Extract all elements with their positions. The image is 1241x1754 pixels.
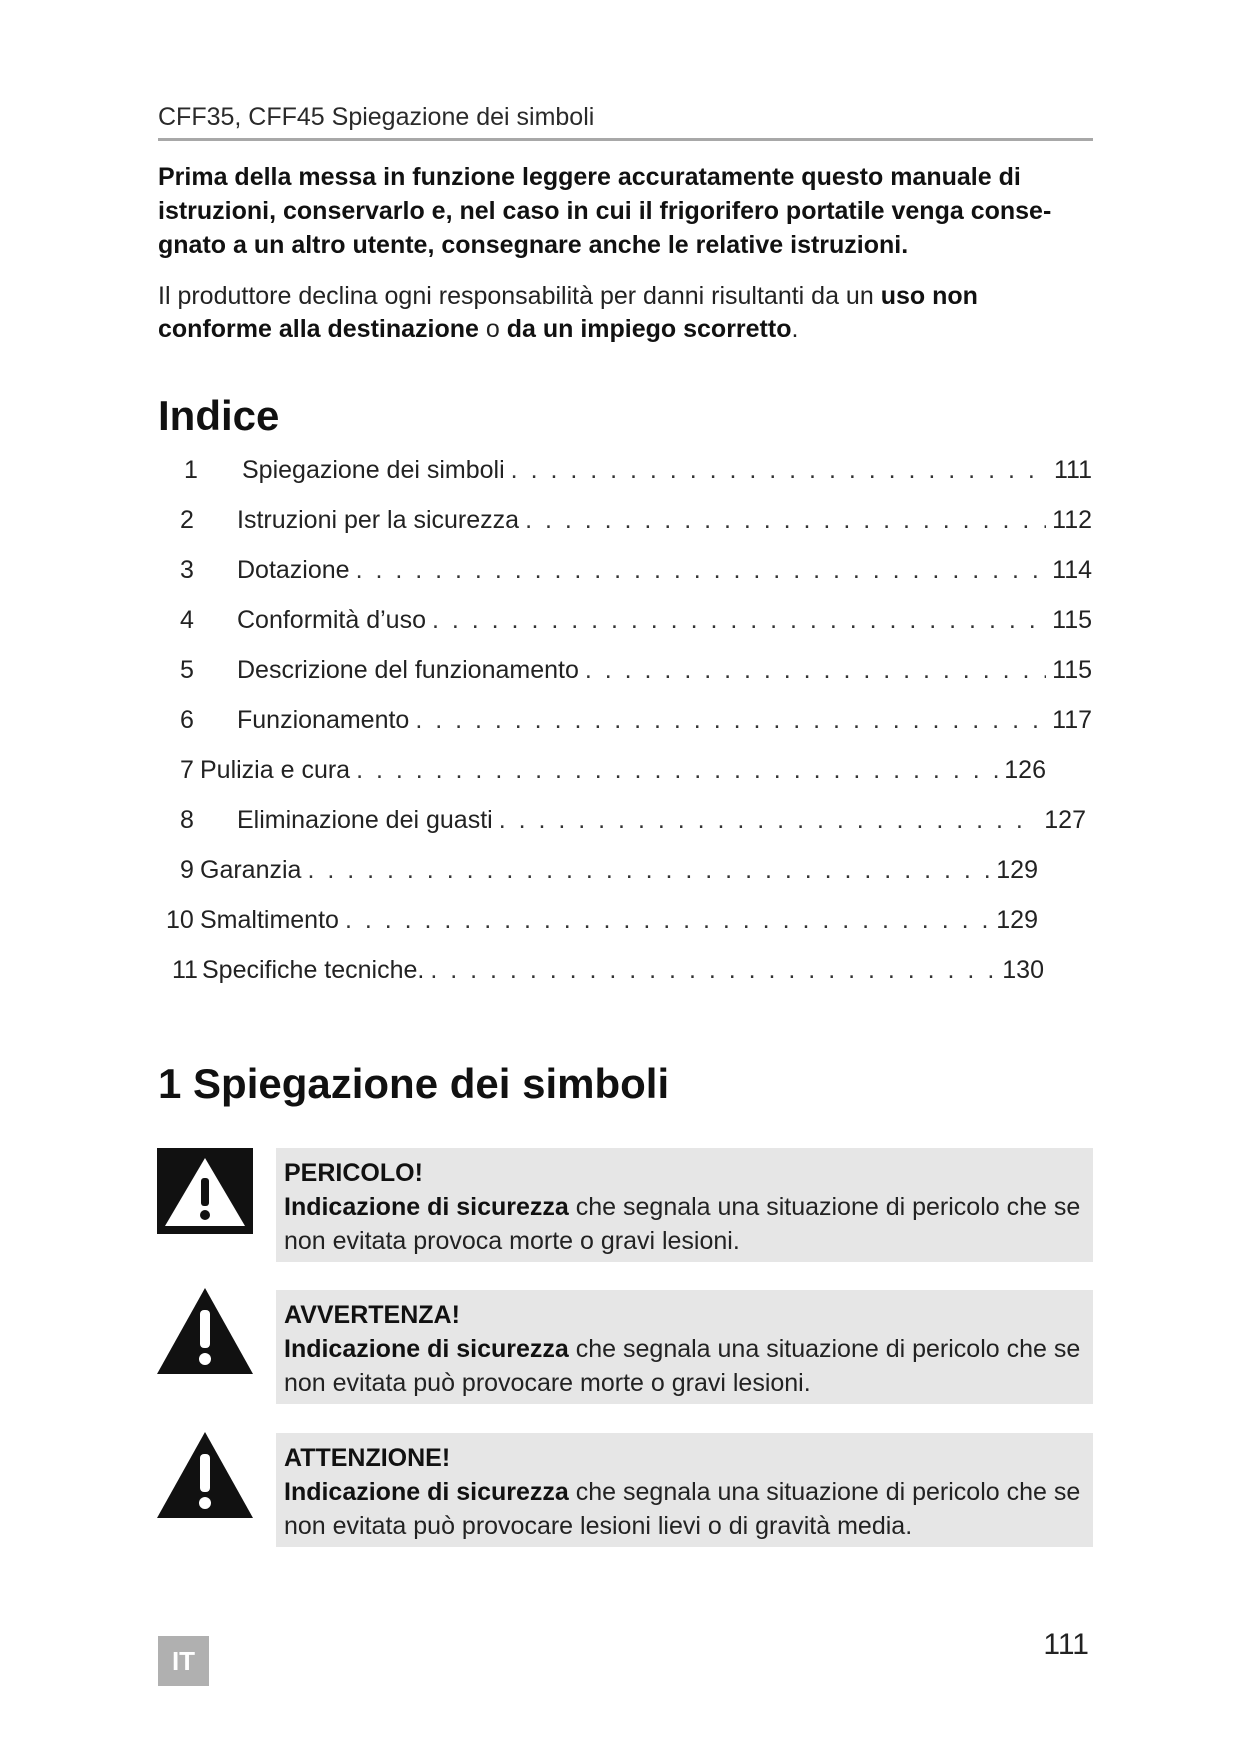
toc-item-label: Spiegazione dei simboli bbox=[242, 456, 505, 484]
toc-item[interactable] bbox=[176, 606, 1092, 640]
toc-item-number: 11 bbox=[172, 956, 198, 984]
toc-item-page: 130 bbox=[1002, 956, 1044, 984]
toc-title: Indice bbox=[158, 392, 280, 439]
toc-item-page: 129 bbox=[996, 856, 1038, 884]
warning-text: che segnala una situazione di pericolo che se non evitata può provocare morte o gravi lesioni. bbox=[284, 1335, 1081, 1397]
warning-title: AVVERTENZA! bbox=[284, 1301, 460, 1329]
toc-item[interactable] bbox=[176, 706, 1092, 740]
toc-item-page: 115 bbox=[1052, 606, 1092, 634]
warning-lead: Indicazione di sicurezza bbox=[284, 1478, 569, 1506]
disclaimer-bold-2: da un impiego scorretto bbox=[506, 315, 792, 343]
toc-leader bbox=[345, 906, 990, 935]
toc-leader bbox=[415, 706, 1046, 735]
disclaimer-text: Il produttore declina ogni responsabilità per danni risultanti da un bbox=[158, 282, 881, 310]
warning-triangle-icon bbox=[157, 1288, 253, 1374]
toc-item-page: 127 bbox=[1044, 806, 1086, 834]
toc-item-label: Specifiche tecniche. bbox=[202, 956, 425, 984]
language-badge: IT bbox=[158, 1636, 209, 1686]
toc-leader bbox=[511, 456, 1048, 485]
toc-item-label: Eliminazione dei guasti bbox=[237, 806, 493, 834]
disclaimer-text: . bbox=[791, 315, 799, 343]
warning-text: che segnala una situazione di pericolo che se non evitata provoca morte o gravi lesioni. bbox=[284, 1193, 1081, 1255]
toc-item-number: 5 bbox=[180, 656, 194, 684]
toc-leader bbox=[499, 806, 1039, 835]
toc-item-number: 10 bbox=[166, 906, 194, 934]
section-title: 1 Spiegazione dei simboli bbox=[158, 1060, 670, 1107]
warning-lead: Indicazione di sicurezza bbox=[284, 1335, 569, 1363]
toc-item-page: 112 bbox=[1052, 506, 1092, 534]
toc-item[interactable] bbox=[176, 506, 1092, 540]
warning-title: ATTENZIONE! bbox=[284, 1444, 451, 1472]
toc-leader bbox=[432, 606, 1046, 635]
toc-item-page: 115 bbox=[1052, 656, 1092, 684]
warning-box bbox=[276, 1148, 1093, 1262]
toc-item[interactable] bbox=[176, 556, 1092, 590]
warning-text: che segnala una situazione di pericolo che se non evitata può provocare lesioni lievi o di gravità media. bbox=[284, 1478, 1081, 1540]
toc-item[interactable] bbox=[176, 456, 1092, 490]
toc-item-page: 126 bbox=[1004, 756, 1046, 784]
toc-item-label: Smaltimento bbox=[200, 906, 339, 934]
toc-item-label: Dotazione bbox=[237, 556, 350, 584]
toc-item[interactable] bbox=[166, 906, 1038, 940]
toc-item-label: Conformità d’uso bbox=[237, 606, 426, 634]
toc-item-label: Descrizione del funzionamento bbox=[237, 656, 579, 684]
toc-item-page: 129 bbox=[996, 906, 1038, 934]
toc-item-number: 9 bbox=[180, 856, 194, 884]
warning-box bbox=[276, 1433, 1093, 1547]
toc-item-number: 4 bbox=[180, 606, 194, 634]
toc-leader bbox=[356, 756, 998, 785]
toc-item-number: 8 bbox=[180, 806, 194, 834]
warning-box bbox=[276, 1290, 1093, 1404]
warning-title: PERICOLO! bbox=[284, 1159, 423, 1187]
toc-item[interactable] bbox=[176, 806, 1086, 840]
toc-item-label: Pulizia e cura bbox=[200, 756, 351, 784]
toc-item-page: 111 bbox=[1053, 456, 1092, 484]
toc-leader bbox=[430, 956, 996, 985]
toc-item-page: 117 bbox=[1052, 706, 1092, 734]
toc-item[interactable] bbox=[180, 856, 1038, 890]
toc-leader bbox=[525, 506, 1046, 535]
toc-item[interactable] bbox=[180, 756, 1046, 790]
toc-item-page: 114 bbox=[1052, 556, 1092, 584]
toc-item-number: 3 bbox=[180, 556, 194, 584]
page-number: 111 bbox=[1043, 1628, 1089, 1661]
warning-lead: Indicazione di sicurezza bbox=[284, 1193, 569, 1221]
disclaimer-text: o bbox=[478, 315, 507, 343]
toc-leader bbox=[307, 856, 990, 885]
toc-item-number: 7 bbox=[180, 756, 194, 784]
toc-item-label: Funzionamento bbox=[237, 706, 410, 734]
toc-item-label: Istruzioni per la sicurezza bbox=[237, 506, 520, 534]
caution-triangle-icon bbox=[157, 1432, 253, 1518]
toc-leader bbox=[356, 556, 1047, 585]
toc-item-number: 1 bbox=[184, 456, 198, 484]
toc-item[interactable] bbox=[176, 656, 1092, 690]
disclaimer-bold-1: uso non conforme alla destinazione bbox=[158, 282, 978, 343]
intro-disclaimer bbox=[158, 280, 1093, 346]
toc-item[interactable] bbox=[172, 956, 1044, 990]
intro-bold-paragraph: Prima della messa in funzione leggere accuratamente questo manuale di istruzioni, conservarlo e, nel caso in cui il frigorifero portatile venga conse-gnato a un altro utente, consegnare anche le relative istruzioni. bbox=[158, 163, 1052, 259]
toc-item-label: Garanzia bbox=[200, 856, 302, 884]
danger-warning-icon bbox=[157, 1148, 253, 1234]
toc-leader bbox=[585, 656, 1046, 685]
page-header: CFF35, CFF45 Spiegazione dei simboli bbox=[158, 103, 1093, 141]
toc-item-number: 6 bbox=[180, 706, 194, 734]
toc-item-number: 2 bbox=[180, 506, 194, 534]
